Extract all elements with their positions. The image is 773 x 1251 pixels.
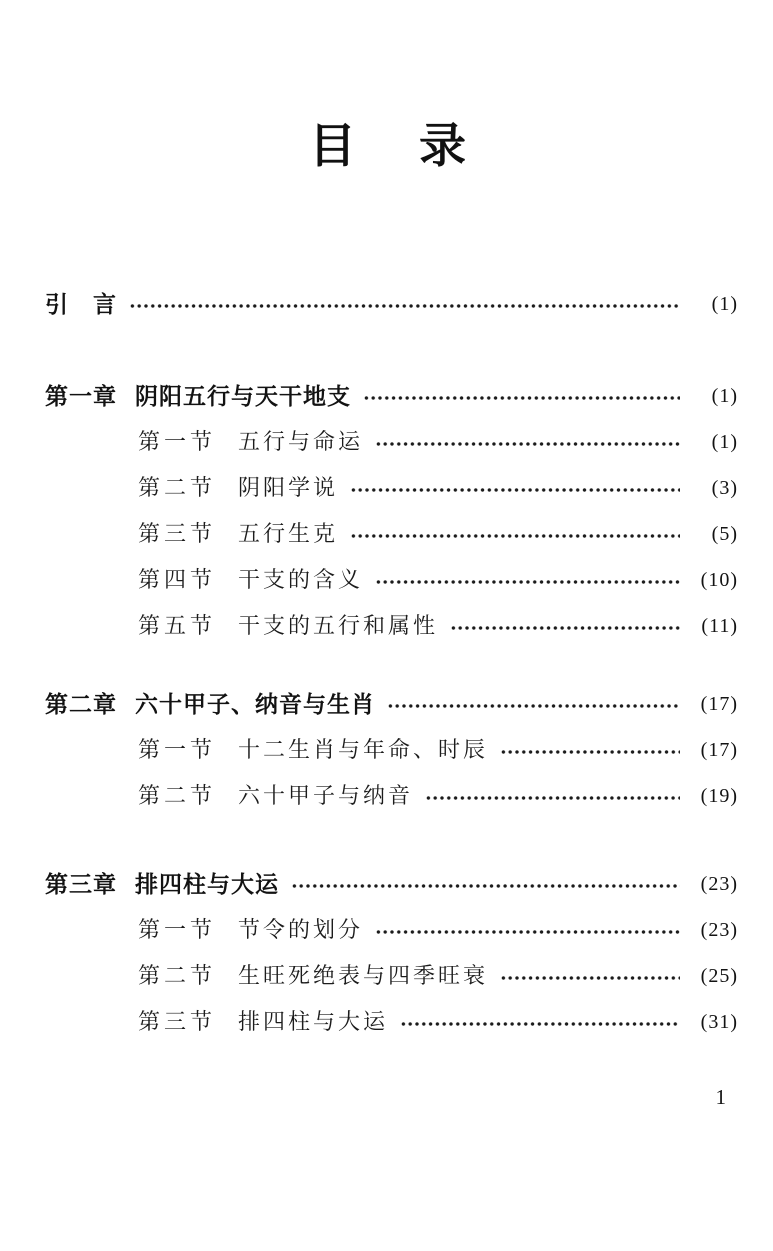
toc-entry-section: [45, 737, 738, 763]
toc-entry-label: 第四节: [138, 567, 217, 592]
toc-entry-title: 五行生克: [238, 521, 339, 546]
dot-leader: [425, 795, 680, 801]
toc-entry-label: 第一节: [138, 737, 217, 762]
toc-entry-title: 节令的划分: [238, 917, 364, 942]
toc-entry-page: (1): [711, 293, 738, 315]
toc-entry-section: [45, 917, 738, 943]
dot-leader: [400, 1021, 680, 1027]
toc-entry-title: 干支的五行和属性: [238, 613, 439, 638]
toc-entry-section: [45, 567, 738, 593]
toc-entry-section: [45, 963, 738, 989]
folio-page-number: 1: [715, 1085, 726, 1109]
toc-entry-label: 第三节: [138, 1009, 217, 1034]
toc-entry-title: 排四柱与大运: [135, 871, 279, 897]
dot-leader: [500, 975, 680, 981]
toc-entry-label: 第一节: [138, 917, 217, 942]
toc-entry-chapter-2: [45, 691, 738, 717]
toc-entry-chapter-3: [45, 871, 738, 897]
toc-entry-title: 六十甲子、纳音与生肖: [135, 691, 375, 717]
toc-entry-page: (23): [700, 919, 738, 941]
dot-leader: [500, 749, 680, 755]
toc-entry-section: [45, 429, 738, 455]
toc-entry-page: (1): [711, 385, 738, 407]
toc-entry-label: 第二节: [138, 783, 217, 808]
dot-leader: [450, 625, 680, 631]
toc-entry-label: 第二节: [138, 963, 217, 988]
dot-leader: [129, 303, 680, 309]
toc-entry-section: [45, 613, 738, 639]
toc-entry-label: 第二章: [45, 691, 117, 717]
toc-entry-section: [45, 521, 738, 547]
dot-leader: [375, 579, 680, 585]
dot-leader: [375, 441, 680, 447]
dot-leader: [375, 929, 680, 935]
toc-entry-page: (11): [701, 615, 738, 637]
toc-entry-title: 干支的含义: [238, 567, 364, 592]
toc-entry-title: 排四柱与大运: [238, 1009, 389, 1034]
toc-entry-page: (1): [711, 431, 738, 453]
toc-entry-page: (10): [700, 569, 738, 591]
toc-entry-label: 第一章: [45, 383, 117, 409]
toc-page: [0, 120, 773, 1251]
toc-entry-section: [45, 475, 738, 501]
toc-entry-title: 阴阳学说: [238, 475, 339, 500]
dot-leader: [387, 703, 680, 709]
toc-entry-label: 第二节: [138, 475, 217, 500]
toc-entry-page: (17): [700, 693, 738, 715]
toc-entry-label: 引 言: [45, 291, 117, 317]
toc-entry-label: 第三节: [138, 521, 217, 546]
dot-leader: [350, 487, 680, 493]
toc-entry-title: 六十甲子与纳音: [238, 783, 414, 808]
toc-entry-title: 阴阳五行与天干地支: [135, 383, 351, 409]
toc-entry-title: 生旺死绝表与四季旺衰: [238, 963, 489, 988]
dot-leader: [363, 395, 680, 401]
toc-entry-page: (17): [700, 739, 738, 761]
dot-leader: [350, 533, 680, 539]
toc-entry-section: [45, 1009, 738, 1035]
toc-entry-title: 五行与命运: [238, 429, 364, 454]
page-title: 目 录: [309, 121, 474, 173]
toc-entry-chapter-1: [45, 383, 738, 409]
toc-entry-page: (23): [700, 873, 738, 895]
dot-leader: [291, 883, 680, 889]
toc-entry-label: 第五节: [138, 613, 217, 638]
toc-entry-label: 第三章: [45, 871, 117, 897]
toc-entry-section: [45, 783, 738, 809]
toc-entry-page: (19): [700, 785, 738, 807]
toc-entry-page: (3): [711, 477, 738, 499]
toc-entry-label: 第一节: [138, 429, 217, 454]
toc-entry-page: (31): [700, 1011, 738, 1033]
toc-entry-page: (25): [700, 965, 738, 987]
toc-entry-page: (5): [711, 523, 738, 545]
toc-entry-intro: [45, 291, 738, 317]
toc-entry-title: 十二生肖与年命、时辰: [238, 737, 489, 762]
